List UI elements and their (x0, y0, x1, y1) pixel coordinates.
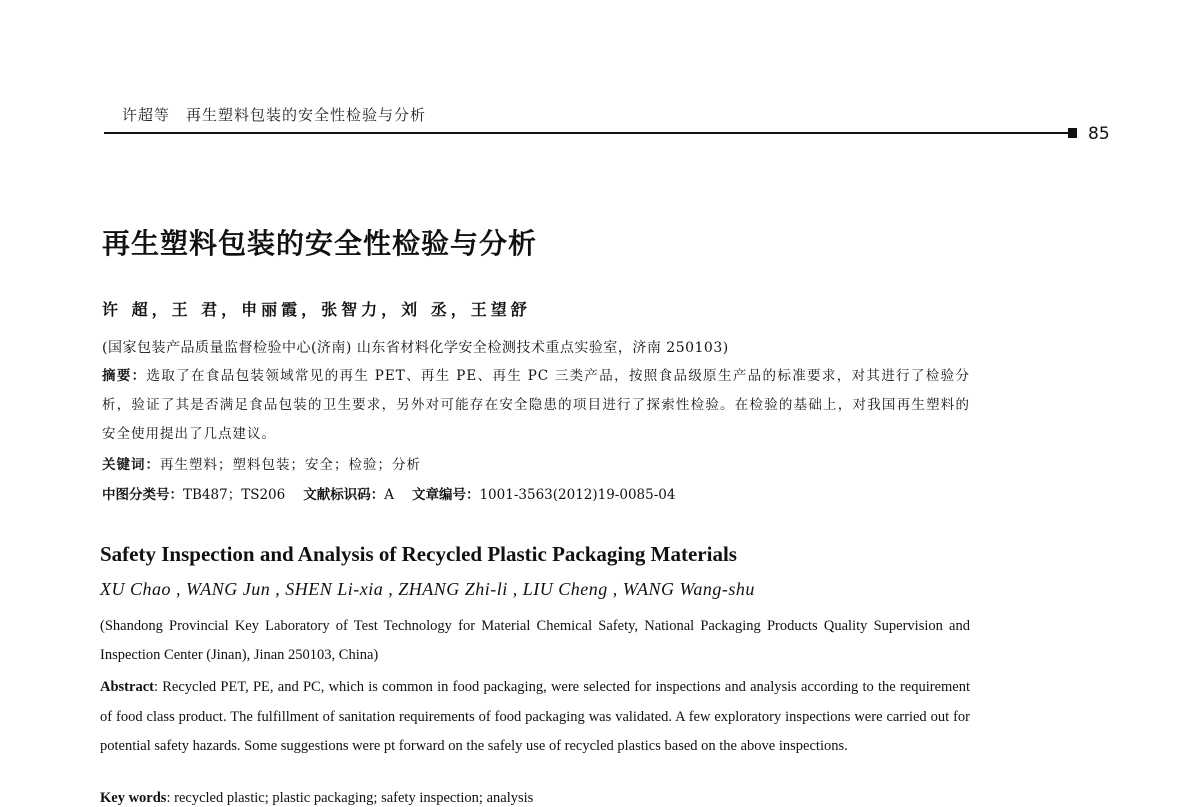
doc-code-value: A (384, 487, 394, 503)
chinese-authors: 许 超，王 君，申丽霞，张智力，刘 丞，王望舒 (102, 300, 531, 319)
classification-line (102, 483, 675, 503)
english-keywords (100, 790, 533, 807)
chinese-keywords-label: 关键词： (102, 457, 160, 473)
chinese-keywords-text: 再生塑料；塑料包装；安全；检验；分析 (160, 457, 421, 473)
doc-code-label: 文献标识码： (303, 487, 385, 503)
chinese-title: 再生塑料包装的安全性检验与分析 (102, 227, 538, 260)
article-no-value: 1001-3563(2012)19-0085-04 (479, 487, 676, 503)
running-head-authors: 许超等 (122, 106, 171, 124)
english-title: Safety Inspection and Analysis of Recycled Plastic Packaging Materials (100, 542, 737, 566)
article-no-label: 文章编号： (411, 487, 480, 503)
chinese-abstract-text: 选取了在食品包装领域常见的再生 PET、再生 PE、再生 PC 三类产品，按照食品级原生产品的标准要求，对其进行了检验分析，验证了其是否满足食品包装的卫生要求，另外对可能存在安全隐患的项目进行了探索性检验。在检验的基础上，对我国再生塑料的安全使用提出了几点建议。 (102, 368, 970, 442)
english-authors: XU Chao , WANG Jun , SHEN Li-xia , ZHANG Zhi-li , LIU Cheng , WANG Wang-shu (100, 579, 755, 599)
chinese-affiliation: (国家包装产品质量监督检验中心(济南) 山东省材料化学安全检测技术重点实验室，济南 250103) (102, 340, 729, 356)
english-abstract-label: Abstract (100, 679, 154, 695)
chinese-keywords (102, 453, 421, 473)
classification-label: 中图分类号： (102, 487, 183, 503)
header-rule (104, 132, 1076, 134)
english-keywords-label: Key words (100, 790, 167, 806)
classification-value: TB487；TS206 (183, 487, 286, 503)
page-number: 85 (1088, 124, 1110, 144)
chinese-abstract (102, 362, 970, 449)
english-keywords-text: : recycled plastic; plastic packaging; safety inspection; analysis (166, 790, 534, 806)
english-affiliation: (Shandong Provincial Key Laboratory of Test Technology for Material Chemical Safety, National Packaging Products Quality Supervision and Inspection Center (Jinan), Jinan 250103, China) (100, 618, 970, 663)
header-rule-marker (1068, 128, 1077, 138)
english-abstract-text: : Recycled PET, PE, and PC, which is common in food packaging, were selected for inspections and analysis according to the requirement of food class product. The fulfillment of sanitation requirements of food packaging was validated. A few exploratory inspections were carried out for potential safety hazards. Some suggestions were pt forward on the safely use of recycled plastics based on the above inspections. (100, 679, 970, 754)
running-head-title: 再生塑料包装的安全性检验与分析 (186, 106, 427, 124)
english-abstract (100, 673, 970, 762)
chinese-abstract-label: 摘要： (102, 368, 147, 384)
running-head (122, 104, 426, 125)
